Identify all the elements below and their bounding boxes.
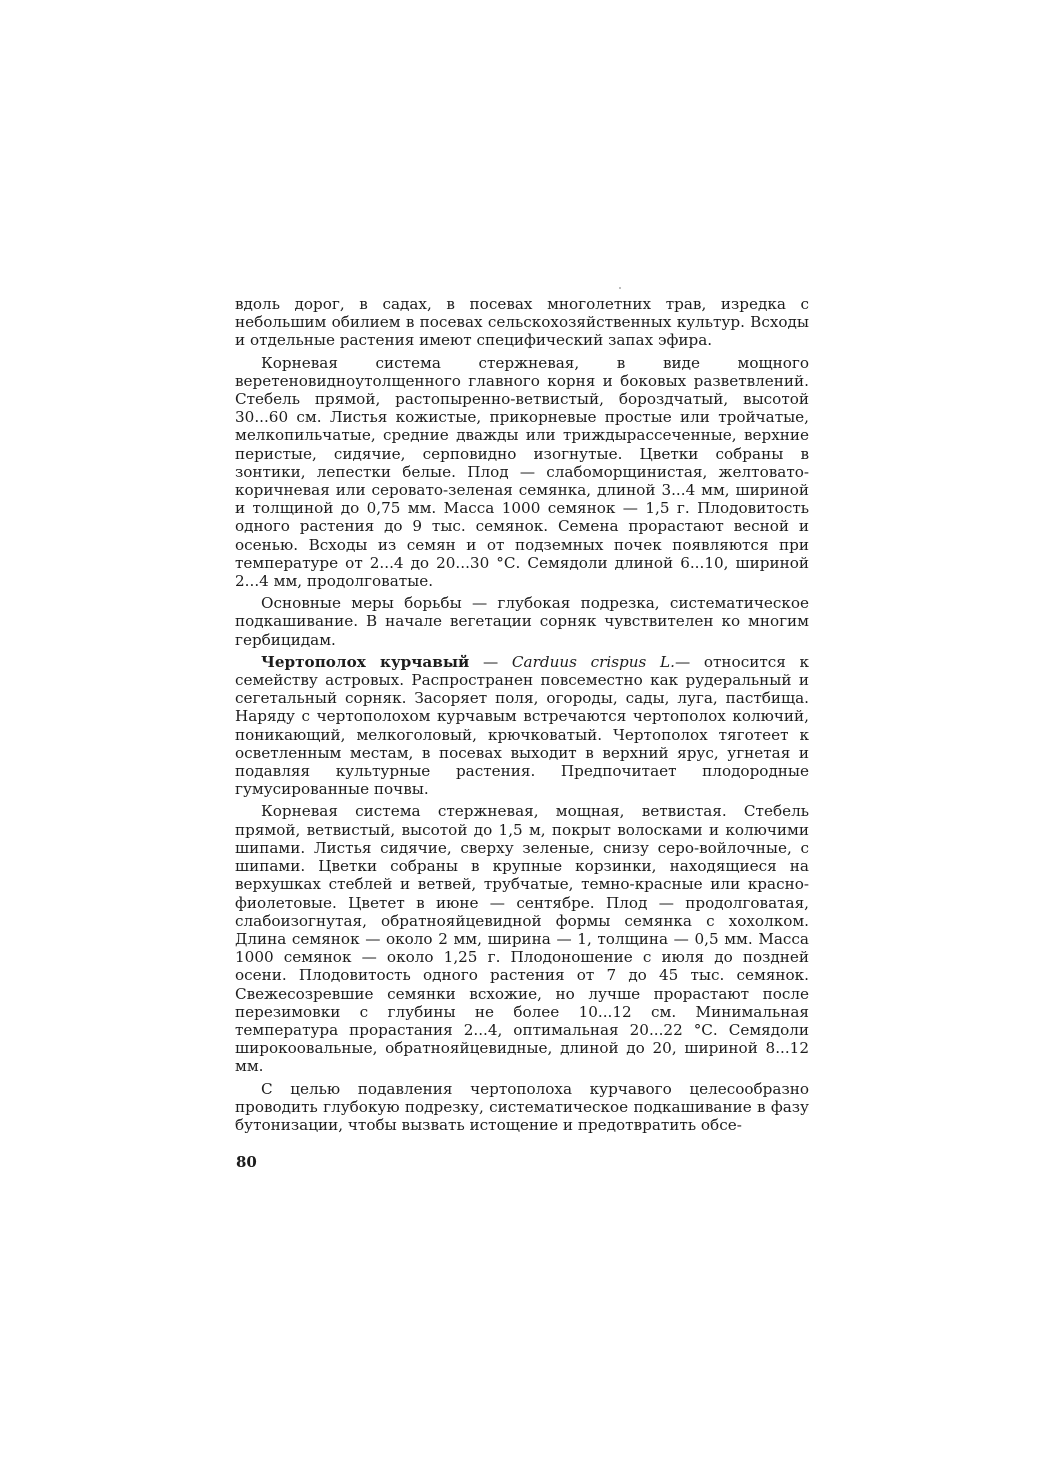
body-text [235, 295, 809, 1134]
paragraph-3: Основные меры борьбы — глубокая подрезка, систематическое подкашивание. В начале вегетации сорняк чувствителен ко многим гербицидам. [235, 594, 809, 649]
paragraph-4 [235, 653, 809, 799]
page-number: 80 [236, 1153, 257, 1171]
paragraph-2: Корневая система стержневая, в виде мощного веретеновидноутолщенного главного корня и боковых разветвлений. Стебель прямой, растопыренно-ветвистый, бороздчатый, высотой 30...60 см. Листья кожистые, прикорневые простые или тройчатые, мелкопильчатые, средние дважды или триждырассеченные, верхние перистые, сидячие, серповидно изогнутые. Цветки собраны в зонтики, лепестки белые. Плод — слабоморщинистая, желтовато-коричневая или серовато-зеленая семянка, длиной 3...4 мм, шириной и толщиной до 0,75 мм. Масса 1000 семянок — 1,5 г. Плодовитость одного растения до 9 тыс. семянок. Семена прорастают весной и осенью. Всходы из семян и от подземных почек появляются при температуре от 2...4 до 20...30 °С. Семядоли длиной 6...10, шириной 2...4 мм, продолговатые. [235, 353, 809, 591]
latin-name: Carduus crispus L. [511, 652, 675, 671]
species-term: Чертополох курчавый [261, 652, 470, 671]
paragraph-4-text: — относится к семейству астровых. Распространен повсеместно как рудеральный и сегетальный сорняк. Засоряет поля, огороды, сады, луга, пастбища. Наряду с чертополохом курчавым встречаются чертополох колючий, поникающий, мелкоголовый, крючковатый. Чертополох тяготеет к осветленным местам, в посевах выходит в верхний ярус, угнетая и подавляя культурные растения. Предпочитает плодородные гумусированные почвы. [235, 652, 810, 799]
paragraph-6: С целью подавления чертополоха курчавого целесообразно проводить глубокую подрезку, систематическое подкашивание в фазу бутонизации, чтобы вызвать истощение и предотвратить обсе- [235, 1079, 809, 1134]
paragraph-5: Корневая система стержневая, мощная, ветвистая. Стебель прямой, ветвистый, высотой до 1,5 м, покрыт волосками и колючими шипами. Листья сидячие, сверху зеленые, снизу серо-войлочные, с шипами. Цветки собраны в крупные корзинки, находящиеся на верхушках стеблей и ветвей, трубчатые, темно-красные или красно-фиолетовые. Цветет в июне — сентябре. Плод — продолговатая, слабоизогнутая, обратнояйцевидной формы семянка с хохолком. Длина семянок — около 2 мм, ширина — 1, толщина — 0,5 мм. Масса 1000 семянок — около 1,25 г. Плодоношение с июля до поздней осени. Плодовитость одного растения от 7 до 45 тыс. семянок. Свежесозревшие семянки всхожие, но лучше прорастают после перезимовки с глубины не более 10...12 см. Минимальная температура прорастания 2...4, оптимальная 20...22 °С. Семядоли широкоовальные, обратнояйцевидные, длиной до 20, шириной 8...12 мм. [235, 802, 809, 1076]
scan-speck [619, 287, 621, 289]
paragraph-1: вдоль дорог, в садах, в посевах многолетних трав, изредка с небольшим обилием в посевах сельскохозяйственных культур. Всходы и отдельные растения имеют специфический запах эфира. [235, 295, 809, 350]
term-dash: — [469, 652, 512, 671]
